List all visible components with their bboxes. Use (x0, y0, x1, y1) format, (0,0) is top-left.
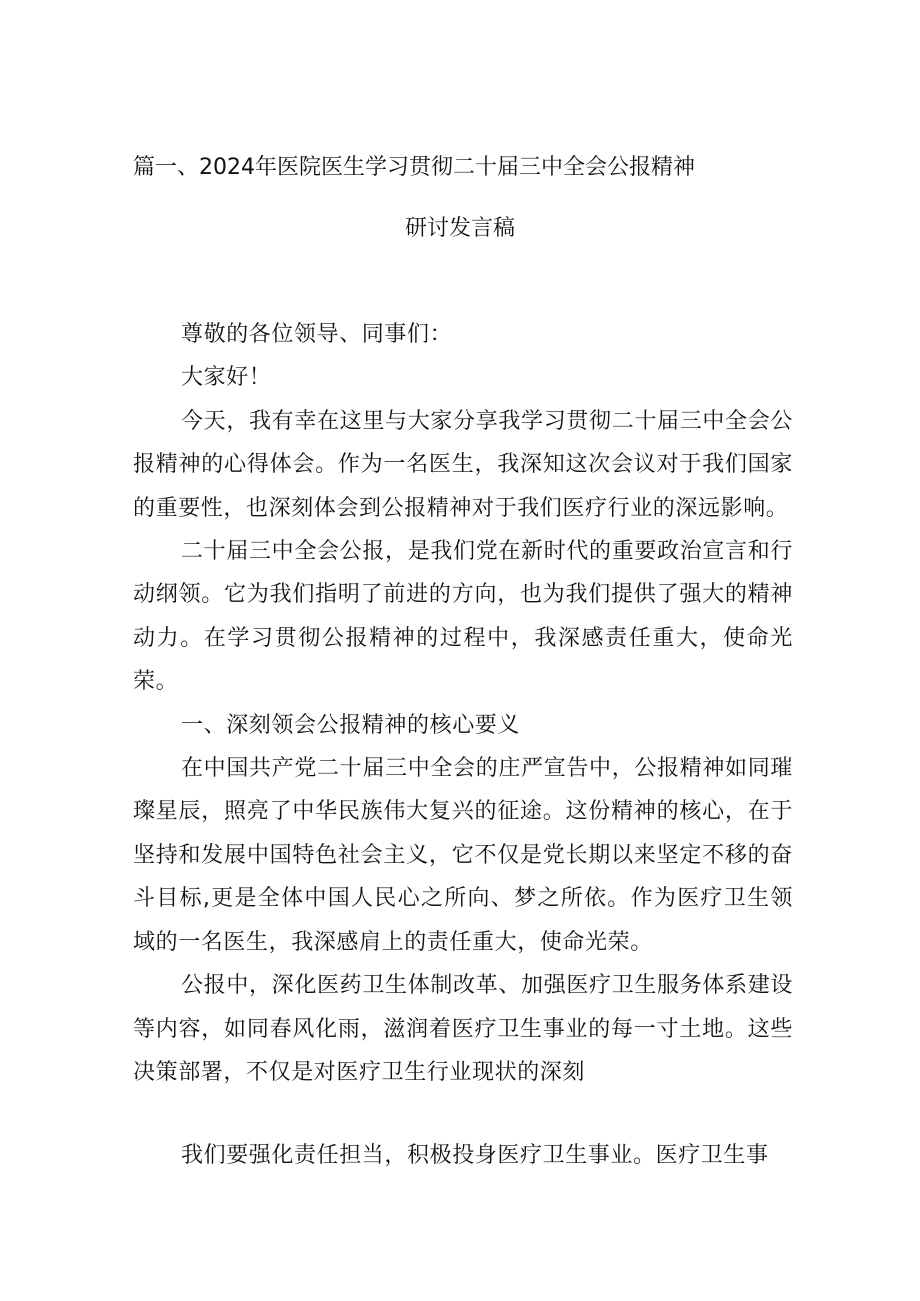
paragraph-healthcare-reform: 公报中，深化医药卫生体制改革、加强医疗卫生服务体系建设等内容，如同春风化雨，滋润着医疗卫生事业的每一寸土地。这些决策部署，不仅是对医疗卫生行业现状的深刻 (133, 973, 793, 1085)
paragraph-responsibility: 我们要强化责任担当，积极投身医疗卫生事业。医疗卫生事 (181, 1143, 769, 1169)
paragraph-core-spirit: 在中国共产党二十届三中全会的庄严宣告中，公报精神如同璀璨星辰，照亮了中华民族伟大复兴的征途。这份精神的核心，在于坚持和发展中国特色社会主义，它不仅是党长期以来坚定不移的奋斗目标,更是全体中国人民心之所向、梦之所依。作为医疗卫生领域的一名医生，我深感肩上的责任重大，使命光荣。 (133, 756, 793, 955)
document-title: 篇一、2024年医院医生学习贯彻二十届三中全会公报精神 (133, 155, 695, 180)
document-subtitle: 研讨发言稿 (404, 216, 515, 241)
salutation: 尊敬的各位领导、同事们： (181, 322, 453, 347)
greeting: 大家好！ (181, 365, 272, 391)
document-body (133, 313, 793, 1178)
paragraph-communique: 二十届三中全会公报，是我们党在新时代的重要政治宣言和行动纲领。它为我们指明了前进的方向，也为我们提供了强大的精神动力。在学习贯彻公报精神的过程中，我深感责任重大，使命光荣。 (133, 539, 793, 695)
paragraph-intro: 今天，我有幸在这里与大家分享我学习贯彻二十届三中全会公报精神的心得体会。作为一名医生，我深知这次会议对于我们国家的重要性，也深刻体会到公报精神对于我们医疗行业的深远影响。 (133, 408, 793, 521)
section-heading-1: 一、深刻领会公报精神的核心要义 (181, 712, 521, 738)
